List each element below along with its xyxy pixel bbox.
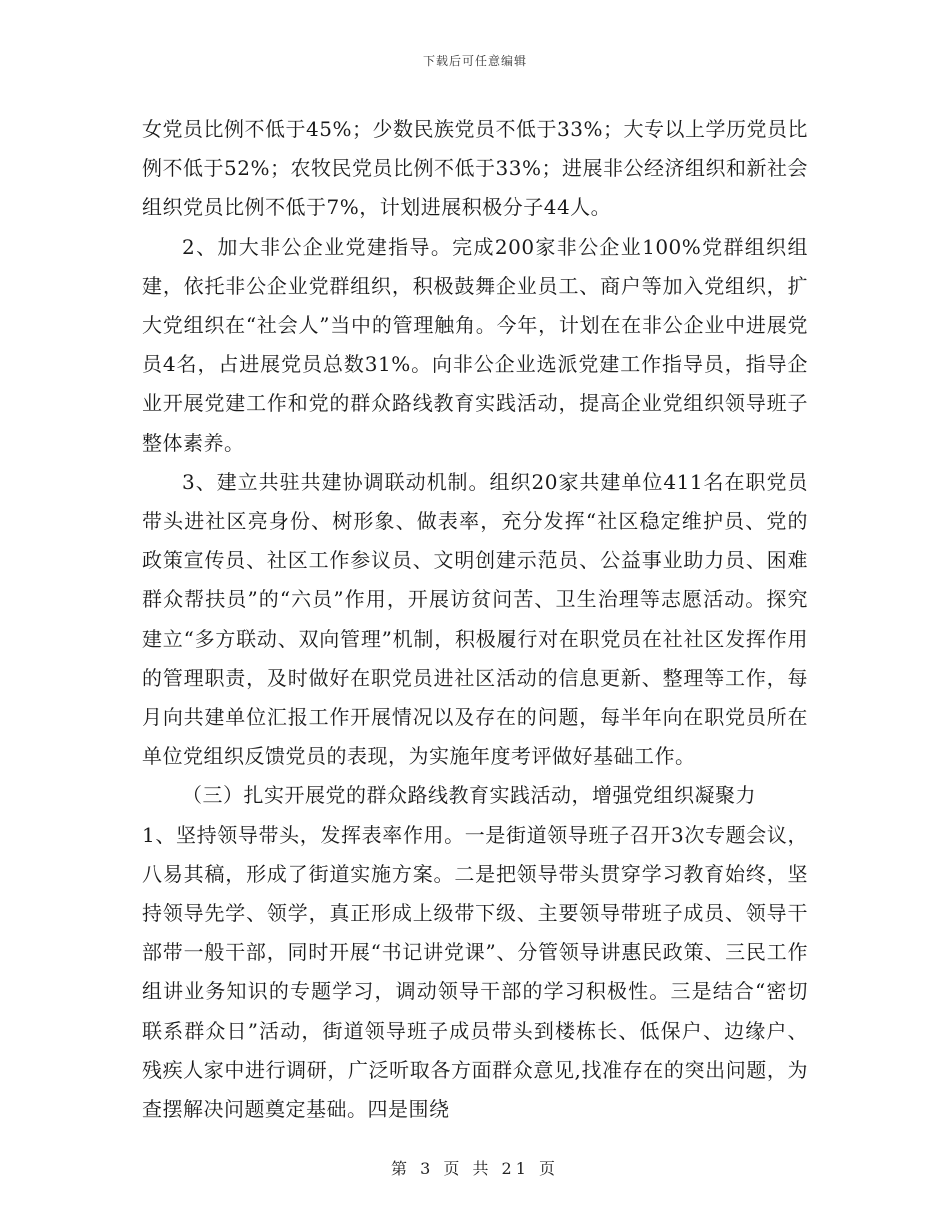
page-footer: 第 3 页 共 21 页 [391,1159,559,1178]
section-heading: （三）扎实开展党的群众路线教育实践活动，增强党组织凝聚力 [182,783,756,808]
paragraph: 1、坚持领导带头，发挥表率作用。一是街道领导班子召开3次专题会议，八易其稿，形成了街道实施方案。二是把领导带头贯穿学习教育始终，坚持领导先学、领学，真正形成上级带下级、主要领导带班子成员、领导干部带一般干部，同时开展“书记讲党课”、分管领导讲惠民政策、三民工作组讲业务知识的专题学习，调动领导干部的学习积极性。三是结合“密切联系群众日”活动，街道领导班子成员带头到楼栋长、低保户、边缘户、残疾人家中进行调研，广泛听取各方面群众意见,找准存在的突出问题，为查摆解决问题奠定基础。四是围绕 [142,822,808,1122]
document-body [142,110,808,1129]
paragraph: 2、加大非公企业党建指导。完成200家非公企业100%党群组织组建，依托非公企业党群组织，积极鼓舞企业员工、商户等加入党组织，扩大党组织在“社会人”当中的管理触角。今年，计划在在非公企业中进展党员4名，占进展党员总数31%。向非公企业选派党建工作指导员，指导企业开展党建工作和党的群众路线教育实践活动，提高企业党组织领导班子整体素养。 [142,234,808,455]
page-header: 下载后可任意编辑 [422,54,527,68]
paragraph: 女党员比例不低于45%；少数民族党员不低于33%；大专以上学历党员比例不低于52%；农牧民党员比例不低于33%；进展非公经济组织和新社会组织党员比例不低于7%，计划进展积极分子44人。 [142,117,808,220]
paragraph: 3、建立共驻共建协调联动机制。组织20家共建单位411名在职党员带头进社区亮身份、树形象、做表率，充分发挥“社区稳定维护员、党的政策宣传员、社区工作参议员、文明创建示范员、公益事业助力员、困难群众帮扶员”的“六员”作用，开展访贫问苦、卫生治理等志愿活动。探究建立“多方联动、双向管理”机制，积极履行对在职党员在社社区发挥作用的管理职责，及时做好在职党员进社区活动的信息更新、整理等工作，每月向共建单位汇报工作开展情况以及存在的问题，每半年向在职党员所在单位党组织反馈党员的表现，为实施年度考评做好基础工作。 [142,469,808,769]
